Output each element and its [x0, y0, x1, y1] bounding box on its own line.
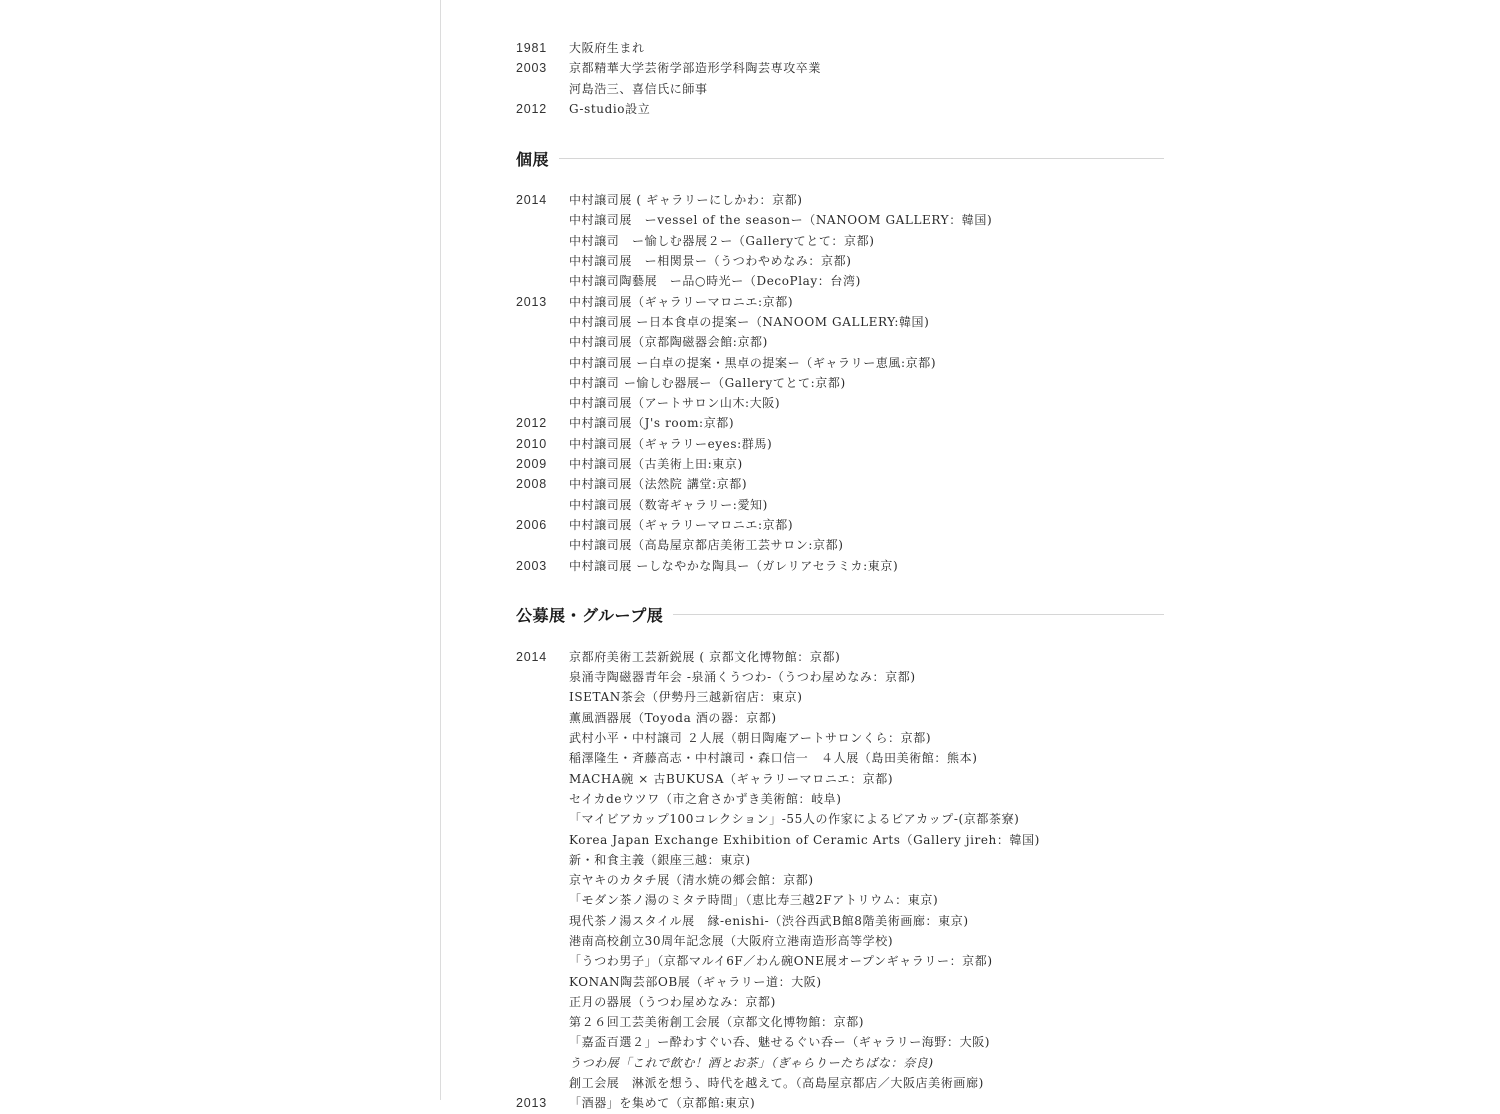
timeline-row: [516, 992, 1164, 1012]
timeline-entry: 武村小平・中村譲司 ２人展（朝日陶庵アートサロンくら：京都): [569, 731, 932, 746]
timeline-row: [516, 809, 1164, 829]
timeline-row: [516, 748, 1164, 768]
timeline-year: [516, 972, 569, 992]
timeline-row: [516, 58, 1164, 78]
group-exhibitions-list: [516, 647, 1164, 1114]
timeline-row: [516, 1093, 1164, 1113]
timeline-row: [516, 515, 1164, 535]
section-divider: [673, 614, 1164, 615]
solo-exhibitions-list: [516, 190, 1164, 576]
timeline-year: 2003: [516, 558, 548, 573]
timeline-entry: 正月の器展（うつわ屋めなみ：京都): [569, 994, 776, 1009]
timeline-year: [516, 1012, 569, 1032]
timeline-row: [516, 972, 1164, 992]
timeline-year: 2010: [516, 436, 548, 451]
timeline-year: [516, 951, 569, 971]
timeline-entry: 現代茶ノ湯スタイル展 縁-enishi-（渋谷西武B館8階美術画廊：東京): [569, 913, 969, 928]
section-title-group: 公募展・グループ展: [516, 606, 664, 626]
timeline-row: [516, 556, 1164, 576]
timeline-year: [516, 1032, 569, 1052]
timeline-row: [516, 951, 1164, 971]
timeline-year: [516, 789, 569, 809]
timeline-row: [516, 535, 1164, 555]
timeline-entry: 創工会展 淋派を想う、時代を越えて。（高島屋京都店／大阪店美術画廊): [569, 1076, 984, 1091]
timeline-year: [516, 870, 569, 890]
timeline-year: [516, 231, 569, 251]
timeline-row: [516, 210, 1164, 230]
timeline-year: [516, 271, 569, 291]
timeline-row: [516, 454, 1164, 474]
timeline-entry: 中村譲司展（法然院 講堂:京都): [569, 477, 748, 492]
timeline-entry: 中村譲司展（アートサロン山木:大阪): [569, 396, 781, 411]
timeline-entry: 中村譲司展（数寄ギャラリー:愛知): [569, 497, 768, 512]
timeline-entry: 中村譲司展（ギャラリーマロニエ:京都): [569, 517, 794, 532]
timeline-year: [516, 1073, 569, 1093]
timeline-year: [516, 809, 569, 829]
timeline-year: 2006: [516, 517, 548, 532]
timeline-year: [516, 850, 569, 870]
solo-exhibitions-header: [516, 146, 1164, 170]
timeline-entry: 中村譲司展 ー相関景ー（うつわやめなみ：京都): [569, 254, 852, 269]
timeline-row: [516, 870, 1164, 890]
timeline-row: [516, 495, 1164, 515]
timeline-row: [516, 373, 1164, 393]
timeline-entry: 京ヤキのカタチ展（清水焼の郷会館：京都): [569, 873, 814, 888]
timeline-entry: 中村譲司展 ー白卓の提案・黒卓の提案ー（ギャラリー恵風:京都): [569, 355, 937, 370]
timeline-row: [516, 1053, 1164, 1073]
timeline-row: [516, 890, 1164, 910]
timeline-entry: 港南高校創立30周年記念展（大阪府立港南造形高等学校): [569, 933, 894, 948]
timeline-year: [516, 495, 569, 515]
timeline-entry: 泉涌寺陶磁器青年会 -泉涌くうつわ-（うつわ屋めなみ：京都): [569, 670, 916, 685]
timeline-year: 2012: [516, 416, 548, 431]
timeline-year: [516, 708, 569, 728]
timeline-row: [516, 1012, 1164, 1032]
timeline-year: 2008: [516, 477, 548, 492]
timeline-row: [516, 911, 1164, 931]
timeline-entry: 中村譲司展 ーしなやかな陶具ー（ガレリアセラミカ:東京): [569, 558, 899, 573]
timeline-row: [516, 434, 1164, 454]
timeline-year: [516, 353, 569, 373]
timeline-year: [516, 79, 569, 99]
timeline-entry: 中村譲司 ー愉しむ器展２ー（Galleryてとて：京都): [569, 233, 875, 248]
timeline-row: [516, 190, 1164, 210]
timeline-year: 2013: [516, 294, 548, 309]
timeline-entry: 「マイビアカップ100コレクション」-55人の作家によるビアカップ-(京都茶寮): [569, 812, 1020, 827]
timeline-row: [516, 353, 1164, 373]
timeline-entry: 大阪府生まれ: [569, 41, 645, 55]
timeline-year: [516, 890, 569, 910]
timeline-entry: ISETAN茶会（伊勢丹三越新宿店：東京): [569, 690, 803, 705]
timeline-entry: 京都精華大学芸術学部造形学科陶芸専攻卒業: [569, 61, 822, 76]
timeline-entry: G-studio設立: [569, 101, 651, 116]
timeline-year: [516, 769, 569, 789]
timeline-entry: 「うつわ男子」（京都マルイ6F／わん碗ONE展オープンギャラリー：京都): [569, 954, 993, 969]
timeline-row: [516, 728, 1164, 748]
timeline-year: 2014: [516, 193, 548, 208]
timeline-year: 2009: [516, 457, 548, 472]
timeline-row: [516, 647, 1164, 667]
timeline-entry: 第２６回工芸美術創工会展（京都文化博物館：京都): [569, 1015, 865, 1030]
left-border-rule: [440, 0, 441, 1100]
timeline-entry: 中村譲司展（古美術上田:東京): [569, 457, 743, 472]
timeline-year: [516, 373, 569, 393]
timeline-entry: 「モダン茶ノ湯のミタテ時間」（恵比寿三越2Fアトリウム：東京): [569, 893, 939, 908]
timeline-row: [516, 474, 1164, 494]
timeline-year: [516, 830, 569, 850]
timeline-year: [516, 535, 569, 555]
section-divider: [559, 158, 1164, 159]
timeline-row: [516, 393, 1164, 413]
timeline-entry: KONAN陶芸部OB展（ギャラリー道：大阪): [569, 974, 822, 989]
timeline-year: 2014: [516, 649, 548, 664]
timeline-row: [516, 769, 1164, 789]
timeline-row: [516, 1073, 1164, 1093]
timeline-entry: 中村譲司展（ギャラリーマロニエ:京都): [569, 294, 794, 309]
timeline-row: [516, 687, 1164, 707]
timeline-row: [516, 292, 1164, 312]
timeline-year: [516, 332, 569, 352]
timeline-entry: 中村譲司展（高島屋京都店美術工芸サロン:京都): [569, 538, 844, 553]
timeline-entry: 稲澤隆生・斉藤高志・中村譲司・森口信一 ４人展（島田美術館：熊本): [569, 751, 978, 766]
timeline-entry: 中村譲司展 ( ギャラリーにしかわ：京都): [569, 193, 803, 208]
section-title-solo: 個展: [516, 149, 550, 169]
timeline-entry: 中村譲司展 ー日本食卓の提案ー（NANOOM GALLERY:韓国): [569, 314, 930, 329]
timeline-entry: 「嘉盃百選２」ー酔わすぐい呑、魅せるぐい呑ー（ギャラリー海野：大阪): [569, 1035, 991, 1050]
timeline-entry: Korea Japan Exchange Exhibition of Ceramic Arts（Gallery jireh：韓国): [569, 832, 1040, 847]
timeline-row: [516, 850, 1164, 870]
timeline-row: [516, 1032, 1164, 1052]
timeline-year: [516, 728, 569, 748]
timeline-row: [516, 38, 1164, 58]
timeline-entry: 中村譲司展 ーvessel of the seasonー（NANOOM GALLERY：韓国): [569, 213, 993, 228]
timeline-entry: うつわ展「これで飲む！酒とお茶」（ぎゃらりーたちばな：奈良): [569, 1055, 934, 1070]
timeline-entry: 薫風酒器展（Toyoda 酒の器：京都): [569, 710, 777, 725]
timeline-year: [516, 931, 569, 951]
timeline-row: [516, 830, 1164, 850]
timeline-year: 2013: [516, 1096, 548, 1111]
timeline-entry: 中村譲司陶藝展 ー品○時光ー（DecoPlay：台湾): [569, 274, 861, 289]
timeline-row: [516, 99, 1164, 119]
timeline-year: [516, 687, 569, 707]
timeline-entry: MACHA碗 × 古BUKUSA（ギャラリーマロニエ：京都): [569, 771, 894, 786]
timeline-entry: 中村譲司展（京都陶磁器会館:京都): [569, 335, 768, 350]
timeline-entry: 中村譲司展（J's room:京都): [569, 416, 735, 431]
timeline-year: [516, 251, 569, 271]
timeline-year: [516, 393, 569, 413]
timeline-year: [516, 1053, 569, 1073]
timeline-entry: 「酒器」を集めて（京都館:東京): [569, 1096, 756, 1111]
timeline-year: [516, 911, 569, 931]
timeline-entry: セイカdeウツワ（市之倉さかずき美術館：岐阜): [569, 791, 842, 806]
timeline-row: [516, 413, 1164, 433]
profile-section: [516, 38, 1164, 119]
timeline-year: 2003: [516, 61, 548, 76]
timeline-entry: 河島浩三、喜信氏に師事: [569, 81, 708, 96]
biography-content: [516, 38, 1164, 1114]
group-exhibitions-header: [516, 603, 1164, 627]
timeline-row: [516, 667, 1164, 687]
timeline-row: [516, 789, 1164, 809]
timeline-row: [516, 79, 1164, 99]
timeline-row: [516, 332, 1164, 352]
timeline-row: [516, 708, 1164, 728]
timeline-row: [516, 271, 1164, 291]
timeline-row: [516, 312, 1164, 332]
timeline-year: [516, 748, 569, 768]
timeline-year: 1981: [516, 41, 548, 55]
timeline-year: [516, 210, 569, 230]
timeline-entry: 中村譲司 ー愉しむ器展ー（Galleryてとて:京都): [569, 375, 846, 390]
timeline-entry: 新・和食主義（銀座三越：東京): [569, 852, 751, 867]
timeline-year: 2012: [516, 101, 548, 116]
timeline-year: [516, 667, 569, 687]
timeline-row: [516, 931, 1164, 951]
timeline-row: [516, 251, 1164, 271]
timeline-year: [516, 312, 569, 332]
timeline-year: [516, 992, 569, 1012]
timeline-row: [516, 231, 1164, 251]
timeline-entry: 中村譲司展（ギャラリーeyes:群馬): [569, 436, 773, 451]
timeline-entry: 京都府美術工芸新鋭展 ( 京都文化博物館：京都): [569, 649, 841, 664]
